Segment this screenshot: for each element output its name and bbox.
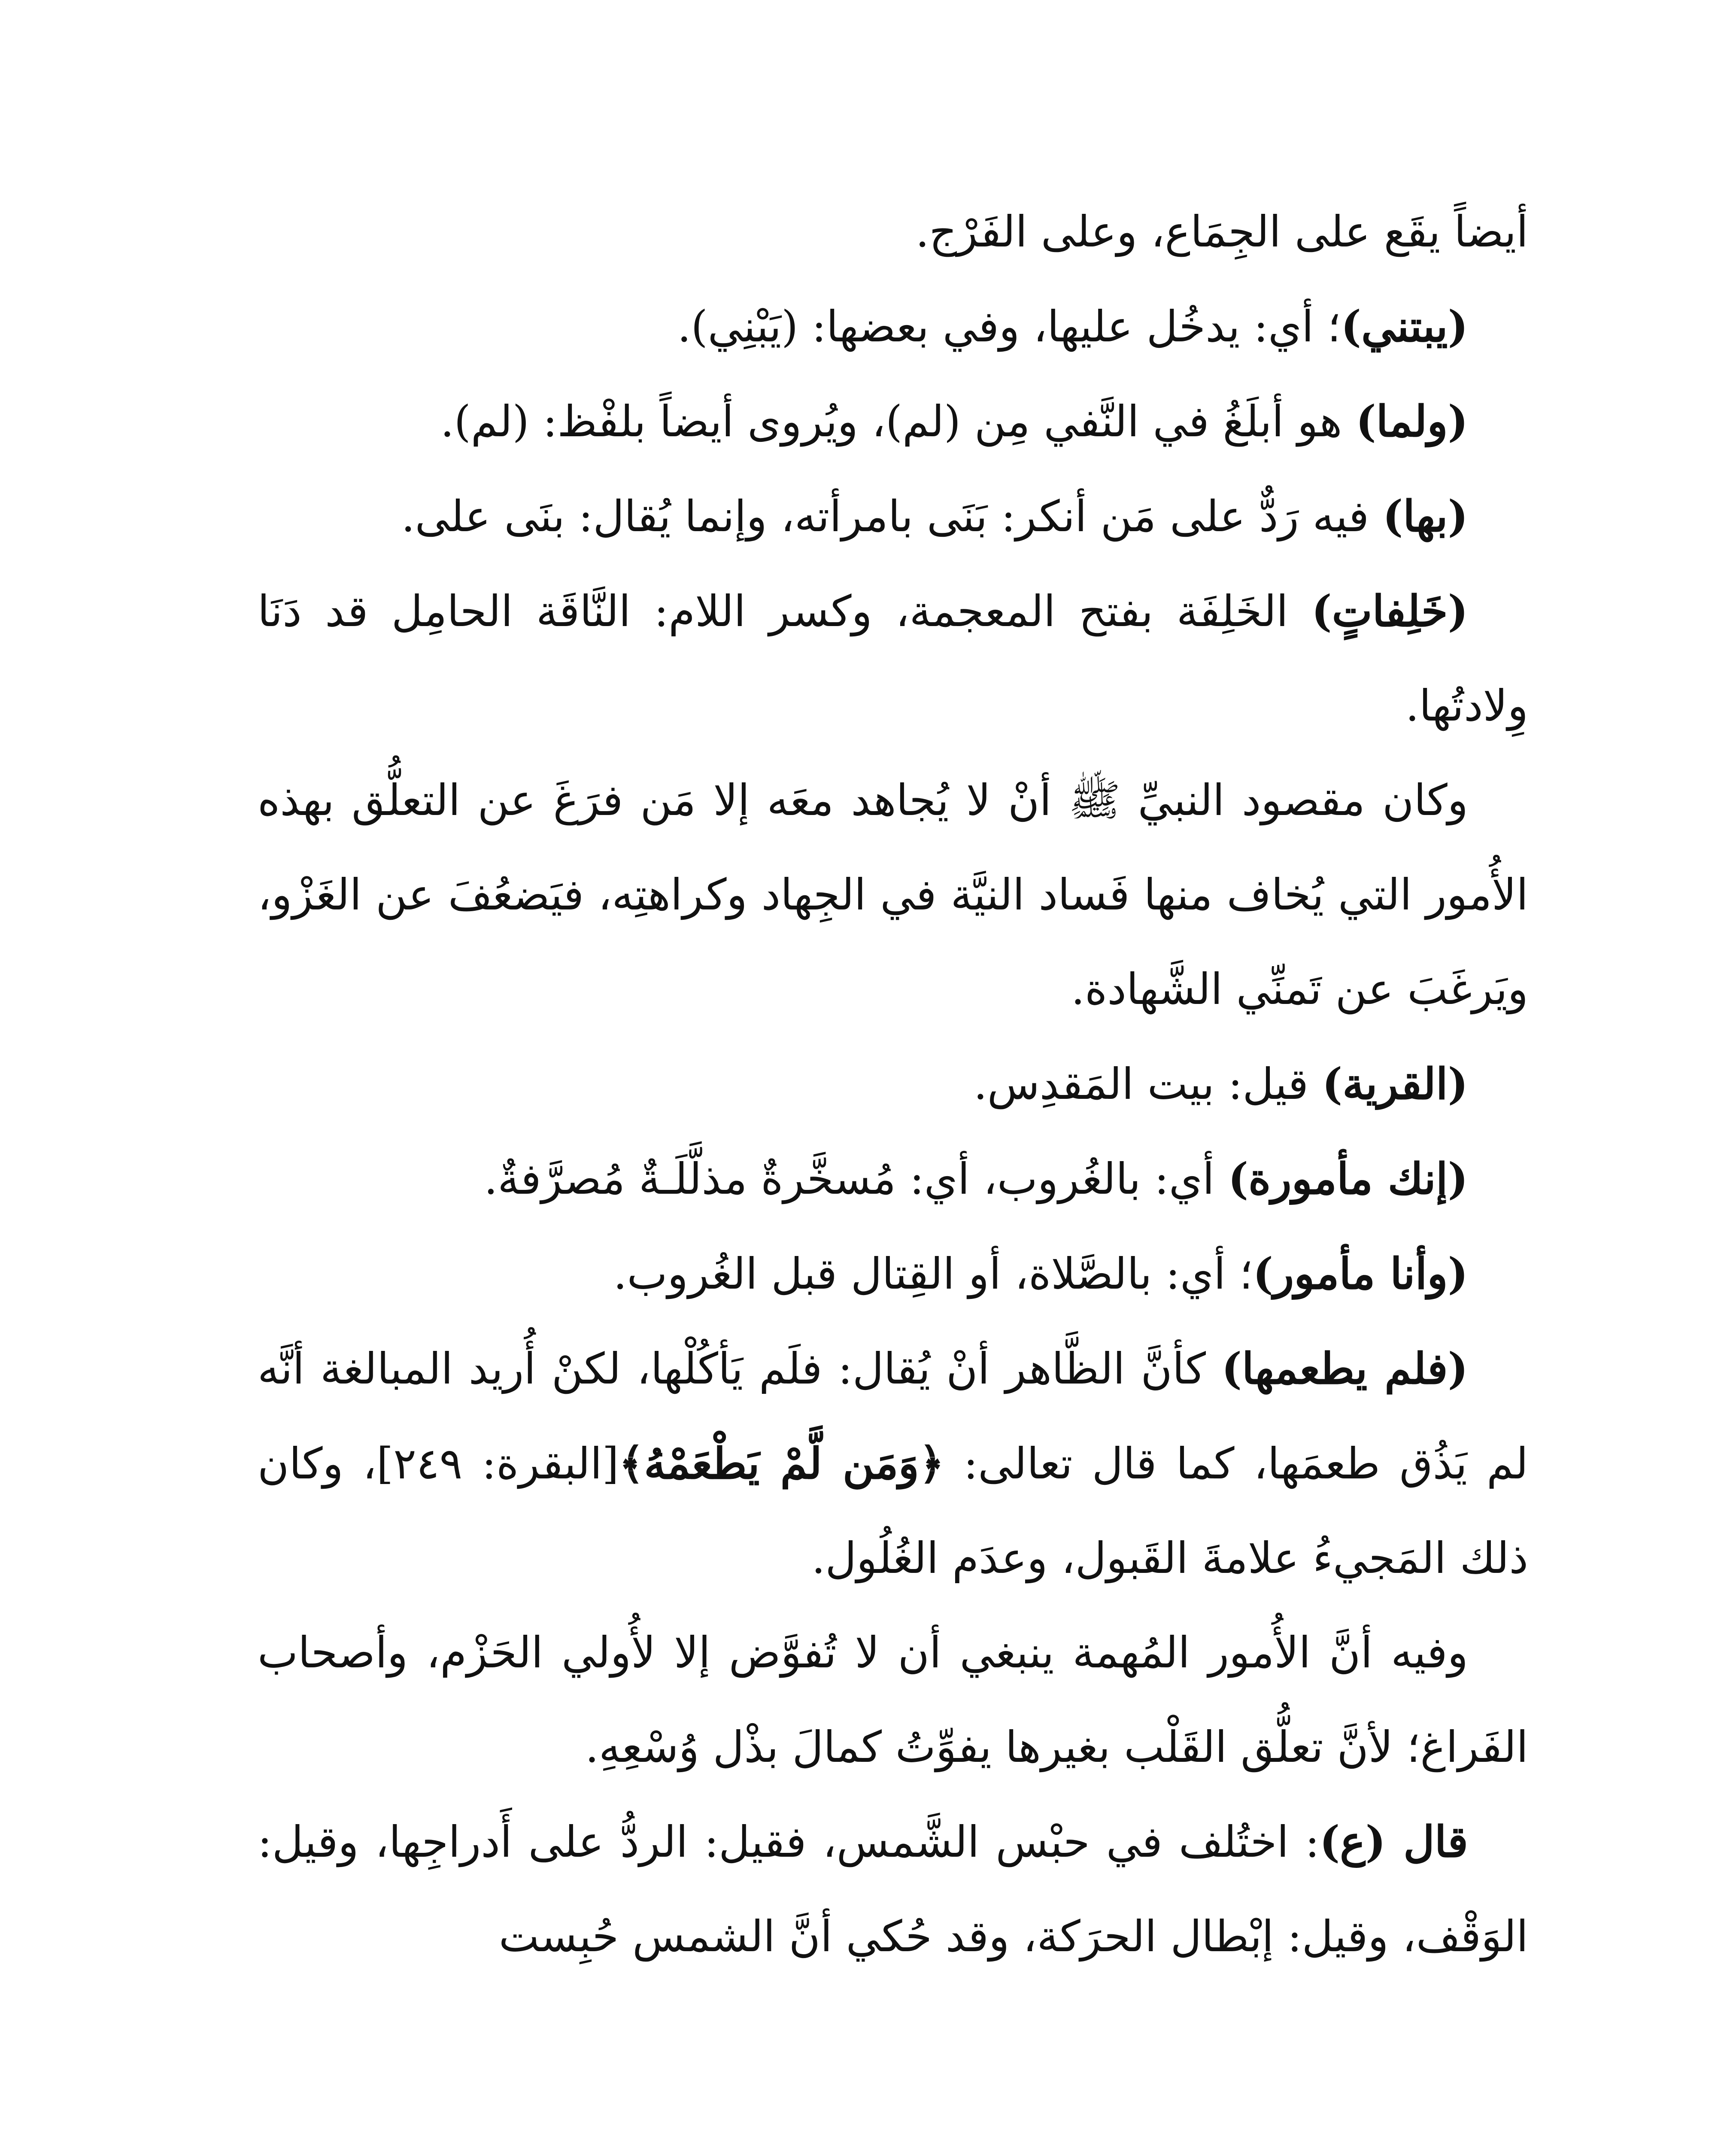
paragraph bbox=[258, 469, 1528, 564]
paragraph-text: أي: بالغُروب، أي: مُسخَّرةٌ مذلَّلَـةٌ مُصرَّفةٌ. bbox=[484, 1154, 1228, 1204]
paragraph bbox=[258, 1226, 1528, 1321]
lemma-keyword: (بها) bbox=[1382, 491, 1468, 541]
paragraph-text: أيضاً يقَع على الجِمَاع، وعلى الفَرْج. bbox=[915, 207, 1528, 257]
paragraph bbox=[258, 1321, 1528, 1606]
lemma-keyword: (وأنا مأمور) bbox=[1253, 1248, 1468, 1299]
lemma-keyword: (إنك مأمورة) bbox=[1228, 1153, 1468, 1204]
lemma-keyword: (يبتني) bbox=[1341, 301, 1468, 352]
paragraph-text: ؛ أي: يدخُل عليها، وفي بعضها: (يَبْنِي). bbox=[677, 301, 1341, 352]
paragraph bbox=[258, 753, 1528, 1037]
paragraph bbox=[258, 1037, 1528, 1131]
lemma-keyword: (ولما) bbox=[1356, 396, 1468, 447]
paragraph-text: قيل: بيت المَقدِس. bbox=[973, 1059, 1322, 1109]
lemma-keyword: قال (ع) bbox=[1319, 1816, 1468, 1867]
paragraph bbox=[258, 1606, 1528, 1794]
paragraph bbox=[258, 564, 1528, 753]
paragraph-text: هو أبلَغُ في النَّفي مِن (لم)، ويُروى أيضاً بلفْظ: (لم). bbox=[440, 396, 1356, 447]
paragraph bbox=[258, 374, 1528, 469]
paragraph bbox=[258, 1794, 1528, 1984]
lemma-keyword: (القرية) bbox=[1322, 1058, 1468, 1109]
lemma-keyword: (فلم يطعمها) bbox=[1221, 1343, 1468, 1394]
paragraph-text: وفيه أنَّ الأُمور المُهمة ينبغي أن لا تُفوَّض إلا لأُولي الحَزْم، وأصحاب الفَراغ؛ لأنَّ تعلُّق القَلْب بغيرها يفوِّتُ كمالَ بذْل وُسْعِهِ. bbox=[258, 1627, 1528, 1772]
paragraph-text: ؛ أي: بالصَّلاة، أو القِتال قبل الغُروب. bbox=[613, 1249, 1253, 1299]
body-text bbox=[258, 185, 1528, 1984]
paragraph bbox=[258, 185, 1528, 279]
paragraph-text: كأنَّ الظَّاهر أنْ يُقال: فلَم يَأكُلْها، لكنْ أُريد المبالغة أنَّه لم يَذُق طعمَها، كما قال تعالى: bbox=[258, 1344, 1528, 1489]
paragraph-text: وكان مقصود النبيِّ ﷺ أنْ لا يُجاهد معَه إلا مَن فرَغَ عن التعلُّق بهذه الأُمور التي يُخاف منها فَساد النيَّة في الجِهاد وكراهتِه، فيَضعُفَ عن الغَزْو، ويَرغَبَ عن تَمنِّي الشَّهادة. bbox=[258, 775, 1528, 1014]
paragraph-text: الخَلِفَة بفتح المعجمة، وكسر اللام: النَّاقَة الحامِل قد دَنَا وِلادتُها. bbox=[258, 586, 1528, 731]
lemma-keyword: (خَلِفاتٍ) bbox=[1311, 586, 1468, 636]
paragraph-text: : اختُلف في حبْس الشَّمس، فقيل: الردُّ على أَدراجِها، وقيل: الوَقْف، وقيل: إبْطال الحرَكة، وقد حُكي أنَّ الشمس حُبِست bbox=[258, 1817, 1528, 1961]
paragraph bbox=[258, 279, 1528, 374]
paragraph-text: فيه رَدٌّ على مَن أنكر: بَنَى بامرأته، وإنما يُقال: بنَى على. bbox=[401, 491, 1383, 541]
paragraph-text-tail: [البقرة: ٢٤٩]، وكان ذلك المَجيءُ علامةَ القَبول، وعدَم الغُلُول. bbox=[258, 1438, 1528, 1583]
quran-quote: ﴿وَمَن لَّمْ يَطْعَمْهُ﴾ bbox=[619, 1438, 944, 1489]
paragraph bbox=[258, 1131, 1528, 1226]
